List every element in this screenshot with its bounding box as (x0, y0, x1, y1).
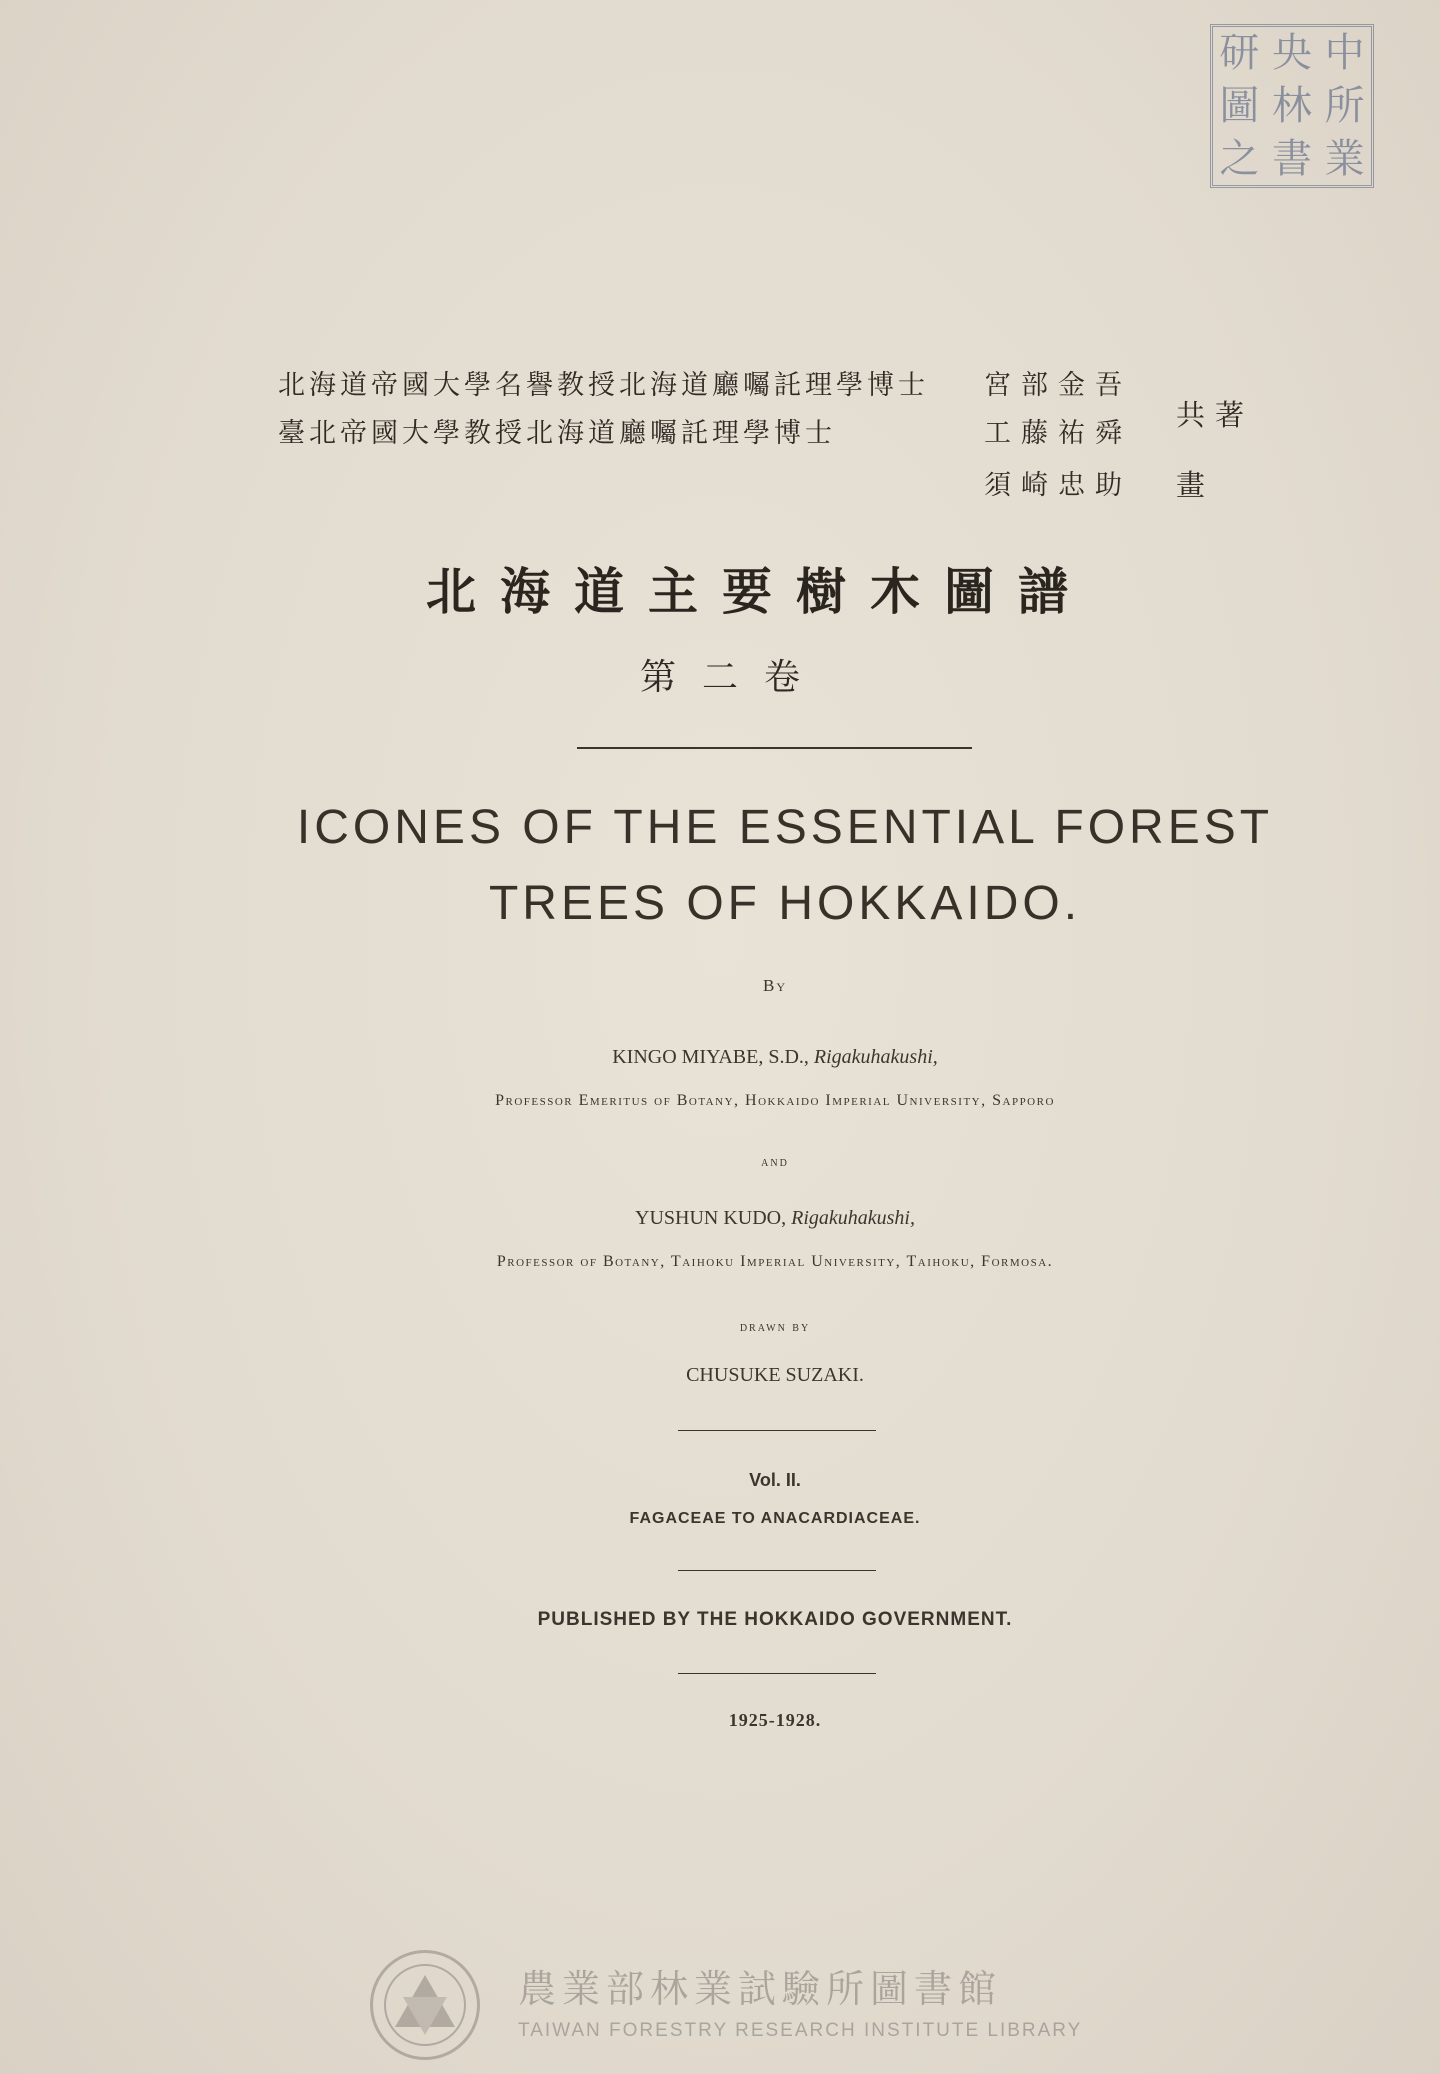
seal-char: 書 (1271, 135, 1312, 182)
divider-rule (678, 1430, 876, 1431)
and-label: and (761, 1155, 789, 1170)
seal-char: 之 (1219, 135, 1260, 182)
publisher: PUBLISHED BY THE HOKKAIDO GOVERNMENT. (537, 1609, 1013, 1630)
author-2-degree: Rigakuhakushi, (791, 1207, 915, 1229)
volume-english: Vol. II. (749, 1470, 801, 1490)
seal-char: 圖 (1219, 82, 1260, 129)
english-title-line-1: ICONES OF THE ESSENTIAL FOREST (296, 801, 1274, 854)
divider-rule (678, 1570, 876, 1571)
library-seal-stamp (1210, 24, 1374, 188)
japanese-volume: 第二卷 (639, 657, 826, 698)
credit-affiliation: 臺北帝國大學教授北海道廳囑託理學博士 (278, 418, 836, 449)
author-1-name: KINGO MIYABE, S.D., (612, 1046, 809, 1068)
seal-char: 林 (1271, 82, 1312, 129)
seal-char: 研 (1219, 30, 1260, 77)
author-1-degree: Rigakuhakushi, (813, 1046, 938, 1068)
author-1 (0, 1046, 1440, 1069)
credit-name: 工藤祐舜 (984, 418, 1132, 449)
seal-char: 業 (1324, 135, 1365, 182)
japanese-title: 北海道主要樹木圖譜 (426, 562, 1092, 621)
seal-char: 央 (1271, 30, 1312, 77)
author-2 (0, 1207, 1440, 1230)
library-watermark (370, 1950, 1090, 2060)
credit-name: 須崎忠助 (984, 470, 1132, 501)
author-1-affiliation: Professor Emeritus of Botany, Hokkaido Imperial University, Sapporo (495, 1092, 1055, 1109)
divider-rule (577, 747, 972, 749)
credit-role-authors: 共著 (1176, 398, 1255, 432)
seal-char: 所 (1324, 82, 1365, 129)
families-range: FAGACEAE TO ANACARDIACEAE. (629, 1510, 921, 1527)
divider-rule (678, 1673, 876, 1674)
library-name-english: TAIWAN FORESTRY RESEARCH INSTITUTE LIBRARY (518, 2020, 1083, 2041)
english-title-line-2: TREES OF HOKKAIDO. (488, 877, 1082, 930)
credit-role-artist: 畫 (1176, 468, 1216, 502)
author-2-name: YUSHUN KUDO, (635, 1207, 787, 1229)
credit-name: 宮部金吾 (984, 370, 1132, 401)
by-label: By (762, 976, 787, 995)
author-2-affiliation: Professor of Botany, Taihoku Imperial University, Taihoku, Formosa. (496, 1253, 1054, 1270)
library-emblem-icon (370, 1950, 480, 2060)
drawn-by-label: drawn by (739, 1320, 811, 1335)
credit-affiliation: 北海道帝國大學名譽教授北海道廳囑託理學博士 (278, 370, 929, 401)
library-name-chinese: 農業部林業試驗所圖書館 (518, 1967, 1003, 2011)
seal-char: 中 (1324, 30, 1365, 77)
artist-name: CHUSUKE SUZAKI. (686, 1364, 864, 1386)
publication-years: 1925-1928. (728, 1710, 822, 1730)
